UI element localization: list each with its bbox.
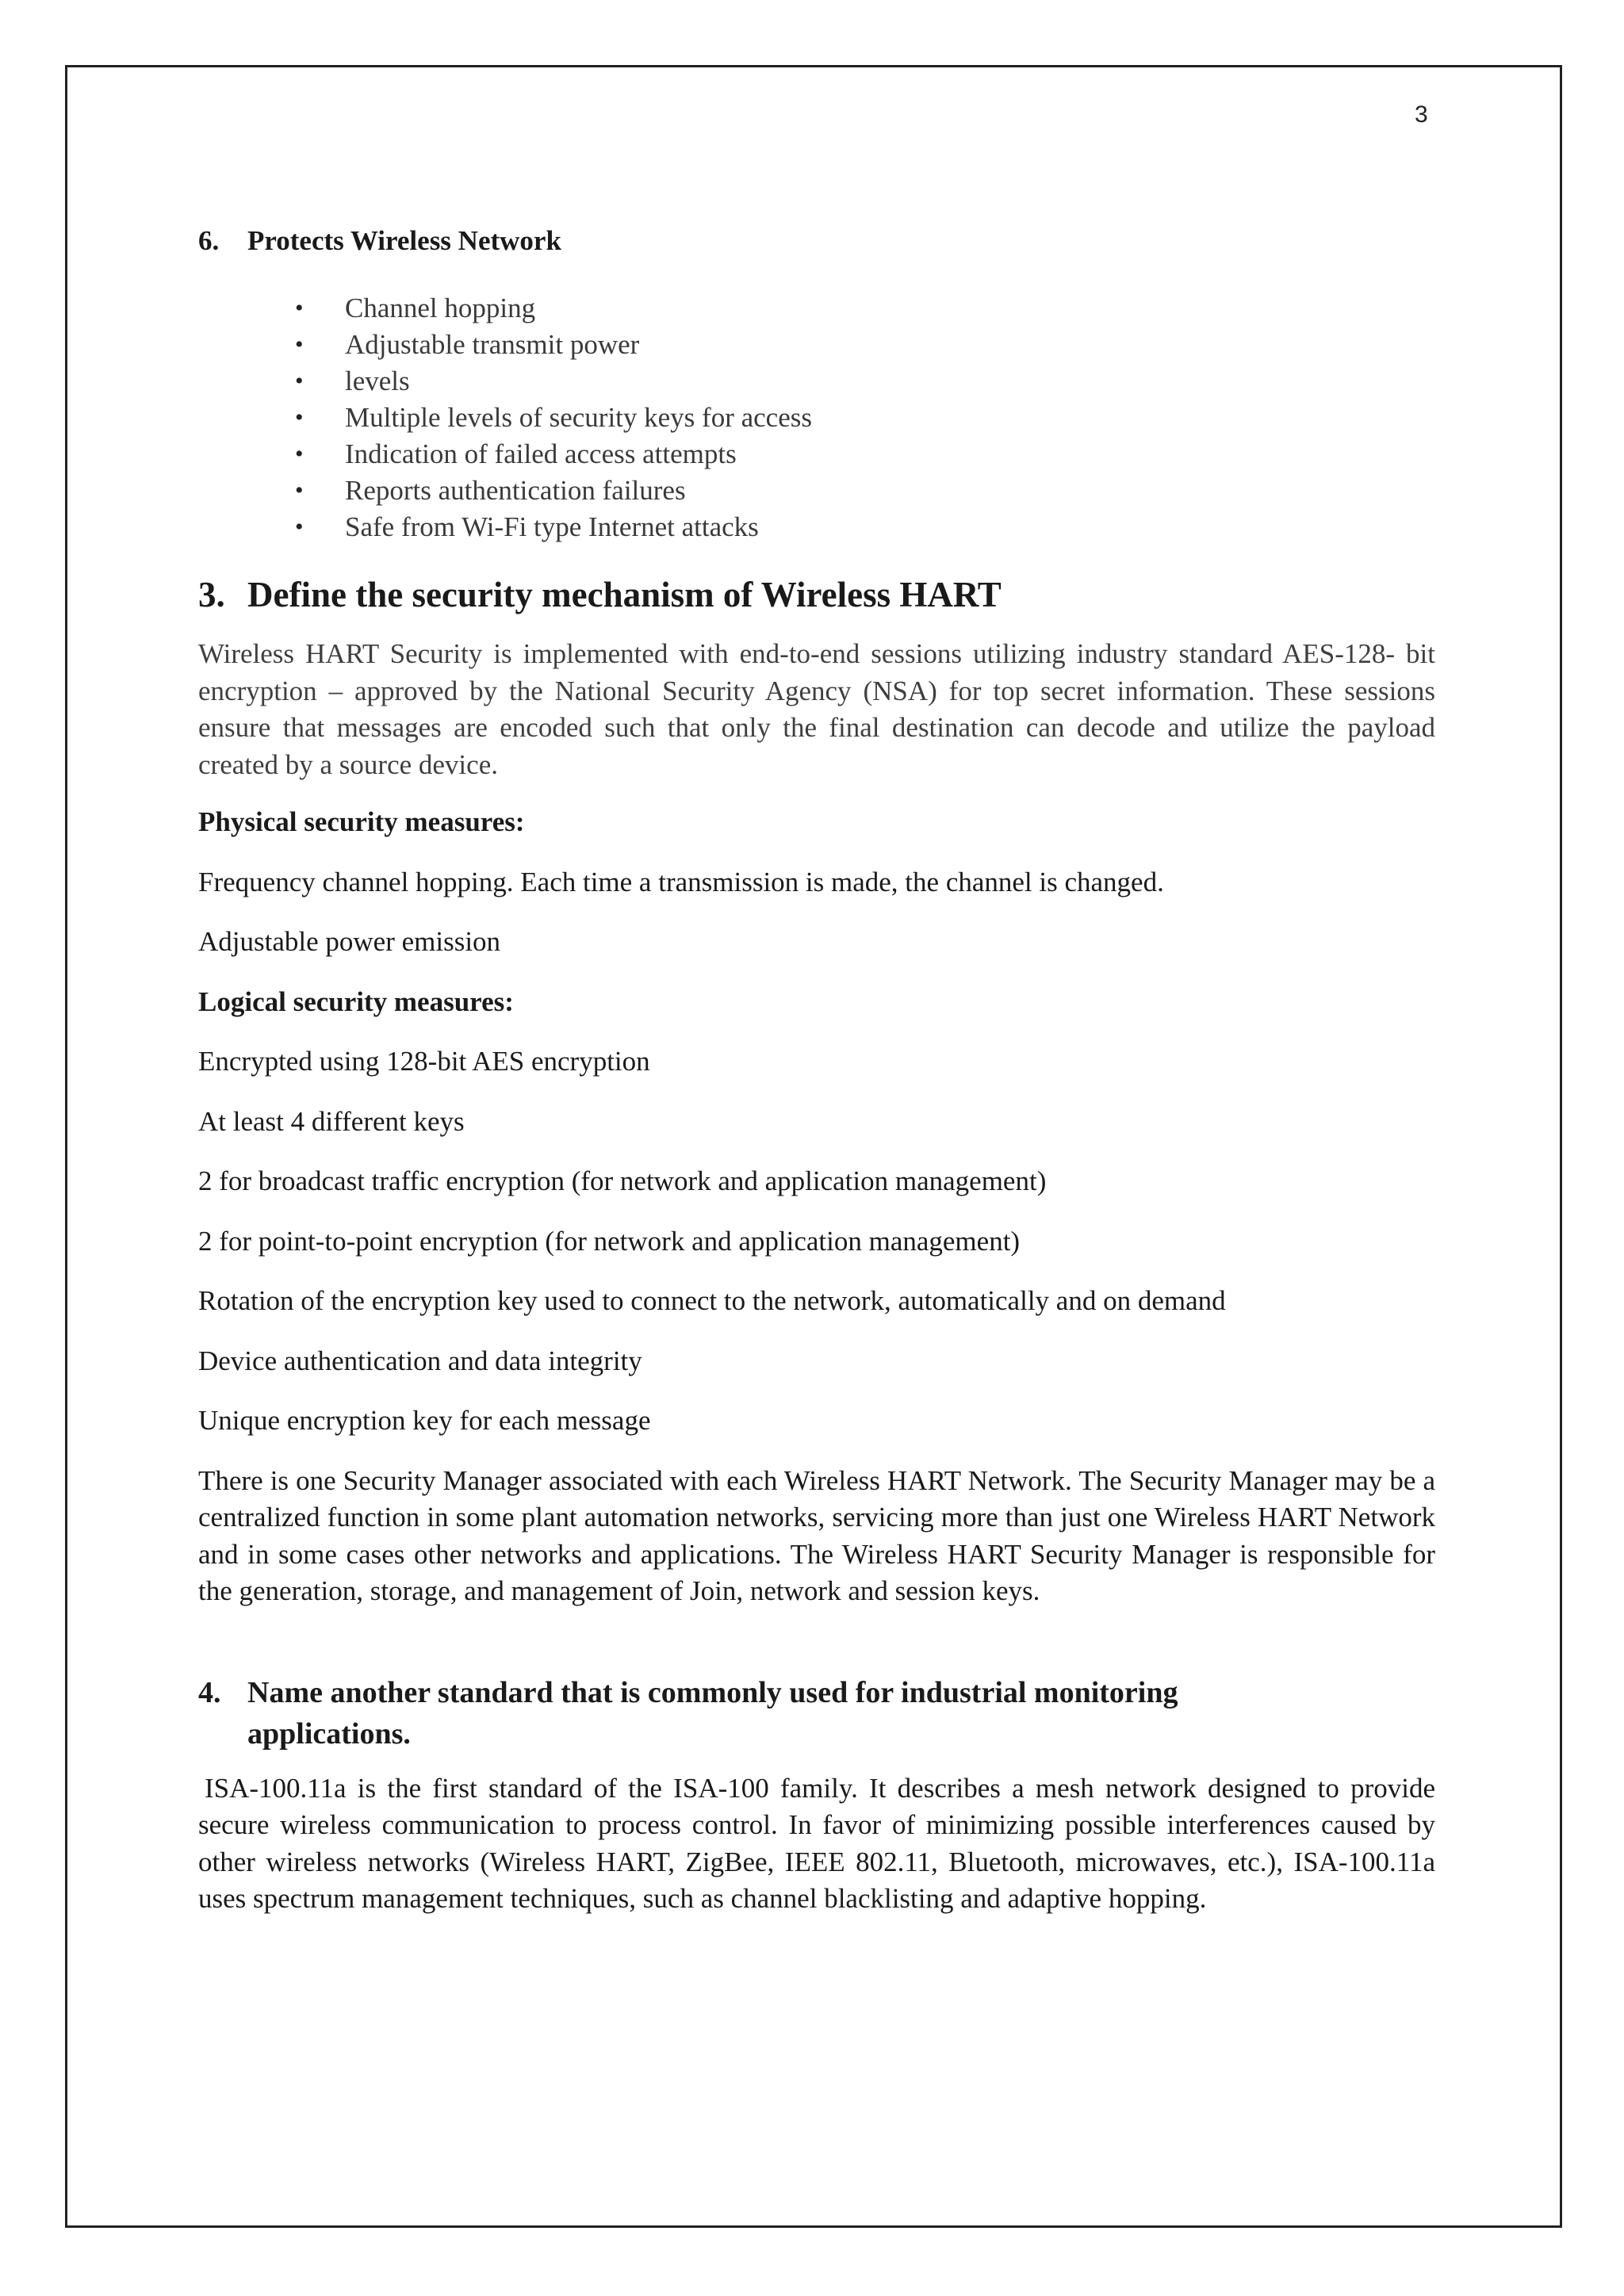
- logical-item: Device authentication and data integrity: [198, 1345, 642, 1376]
- section-3-heading: [198, 572, 1435, 617]
- list-item: • Reports authentication failures: [198, 473, 1435, 509]
- physical-item: Frequency channel hopping. Each time a transmission is made, the channel is changed.: [198, 866, 1164, 897]
- section-4-heading: [198, 1672, 1435, 1755]
- section-6-number: 6.: [198, 225, 220, 256]
- section-3-closing: There is one Security Manager associated with each Wireless HART Network. The Security Manager may be a centralized function in some plant automation networks, servicing more than just one Wireless HART Network and in some cases other networks and applications. The Wireless HART Security Manager is responsible for the generation, storage, and management of Join, network and session keys.: [198, 1464, 1435, 1606]
- logical-item: Unique encryption key for each message: [198, 1405, 651, 1436]
- logical-item: At least 4 different keys: [198, 1105, 465, 1137]
- logical-item: Rotation of the encryption key used to connect to the network, automatically and on demand: [198, 1285, 1226, 1316]
- page-content: [198, 224, 1435, 1918]
- page-number: 3: [1415, 101, 1428, 128]
- logical-item: Encrypted using 128-bit AES encryption: [198, 1046, 650, 1077]
- list-item: • Adjustable transmit power: [198, 327, 1435, 363]
- logical-item: 2 for point-to-point encryption (for network and application management): [198, 1225, 1021, 1257]
- bullet-icon: •: [295, 477, 304, 503]
- list-item: • Channel hopping: [198, 290, 1435, 327]
- list-item: • Safe from Wi-Fi type Internet attacks: [198, 509, 1435, 545]
- bullet-icon: •: [295, 404, 304, 430]
- bullet-icon: •: [295, 514, 304, 540]
- section-4-title: Name another standard that is commonly used for industrial monitoring applications.: [247, 1675, 1178, 1751]
- bullet-icon: •: [295, 368, 304, 394]
- section-6-heading: [198, 224, 1435, 258]
- list-item: • Multiple levels of security keys for access: [198, 400, 1435, 436]
- list-item: • Indication of failed access attempts: [198, 436, 1435, 473]
- bullet-icon: •: [295, 331, 304, 358]
- section-6-bullet-list: [198, 290, 1435, 545]
- bullet-icon: •: [295, 441, 304, 467]
- bullet-icon: •: [295, 295, 304, 321]
- physical-item: Adjustable power emission: [198, 926, 501, 957]
- section-4-body: ISA-100.11a is the first standard of the ISA-100 family. It describes a mesh network designed to provide secure wireless communication to process control. In favor of minimizing possible interferences caused by other wireless networks (Wireless HART, ZigBee, IEEE 802.11, Bluetooth, microwaves, etc.), ISA-100.11a uses spectrum management techniques, such as channel blacklisting and adaptive hopping.: [198, 1772, 1435, 1914]
- physical-security-heading: Physical security measures:: [198, 806, 525, 837]
- logical-security-heading: Logical security measures:: [198, 985, 514, 1017]
- section-3-number: 3.: [198, 575, 225, 614]
- list-item: • levels: [198, 363, 1435, 400]
- logical-item: 2 for broadcast traffic encryption (for network and application management): [198, 1165, 1047, 1196]
- section-4-number: 4.: [198, 1675, 221, 1709]
- section-6-title: Protects Wireless Network: [247, 225, 561, 256]
- section-3-title: Define the security mechanism of Wireless HART: [247, 575, 1002, 614]
- section-3-intro: Wireless HART Security is implemented with end-to-end sessions utilizing industry standard AES-128- bit encryption – approved by the National Security Agency (NSA) for top secret information. These sessions ensure that messages are encoded such that only the final destination can decode and utilize the payload created by a source device.: [198, 638, 1435, 780]
